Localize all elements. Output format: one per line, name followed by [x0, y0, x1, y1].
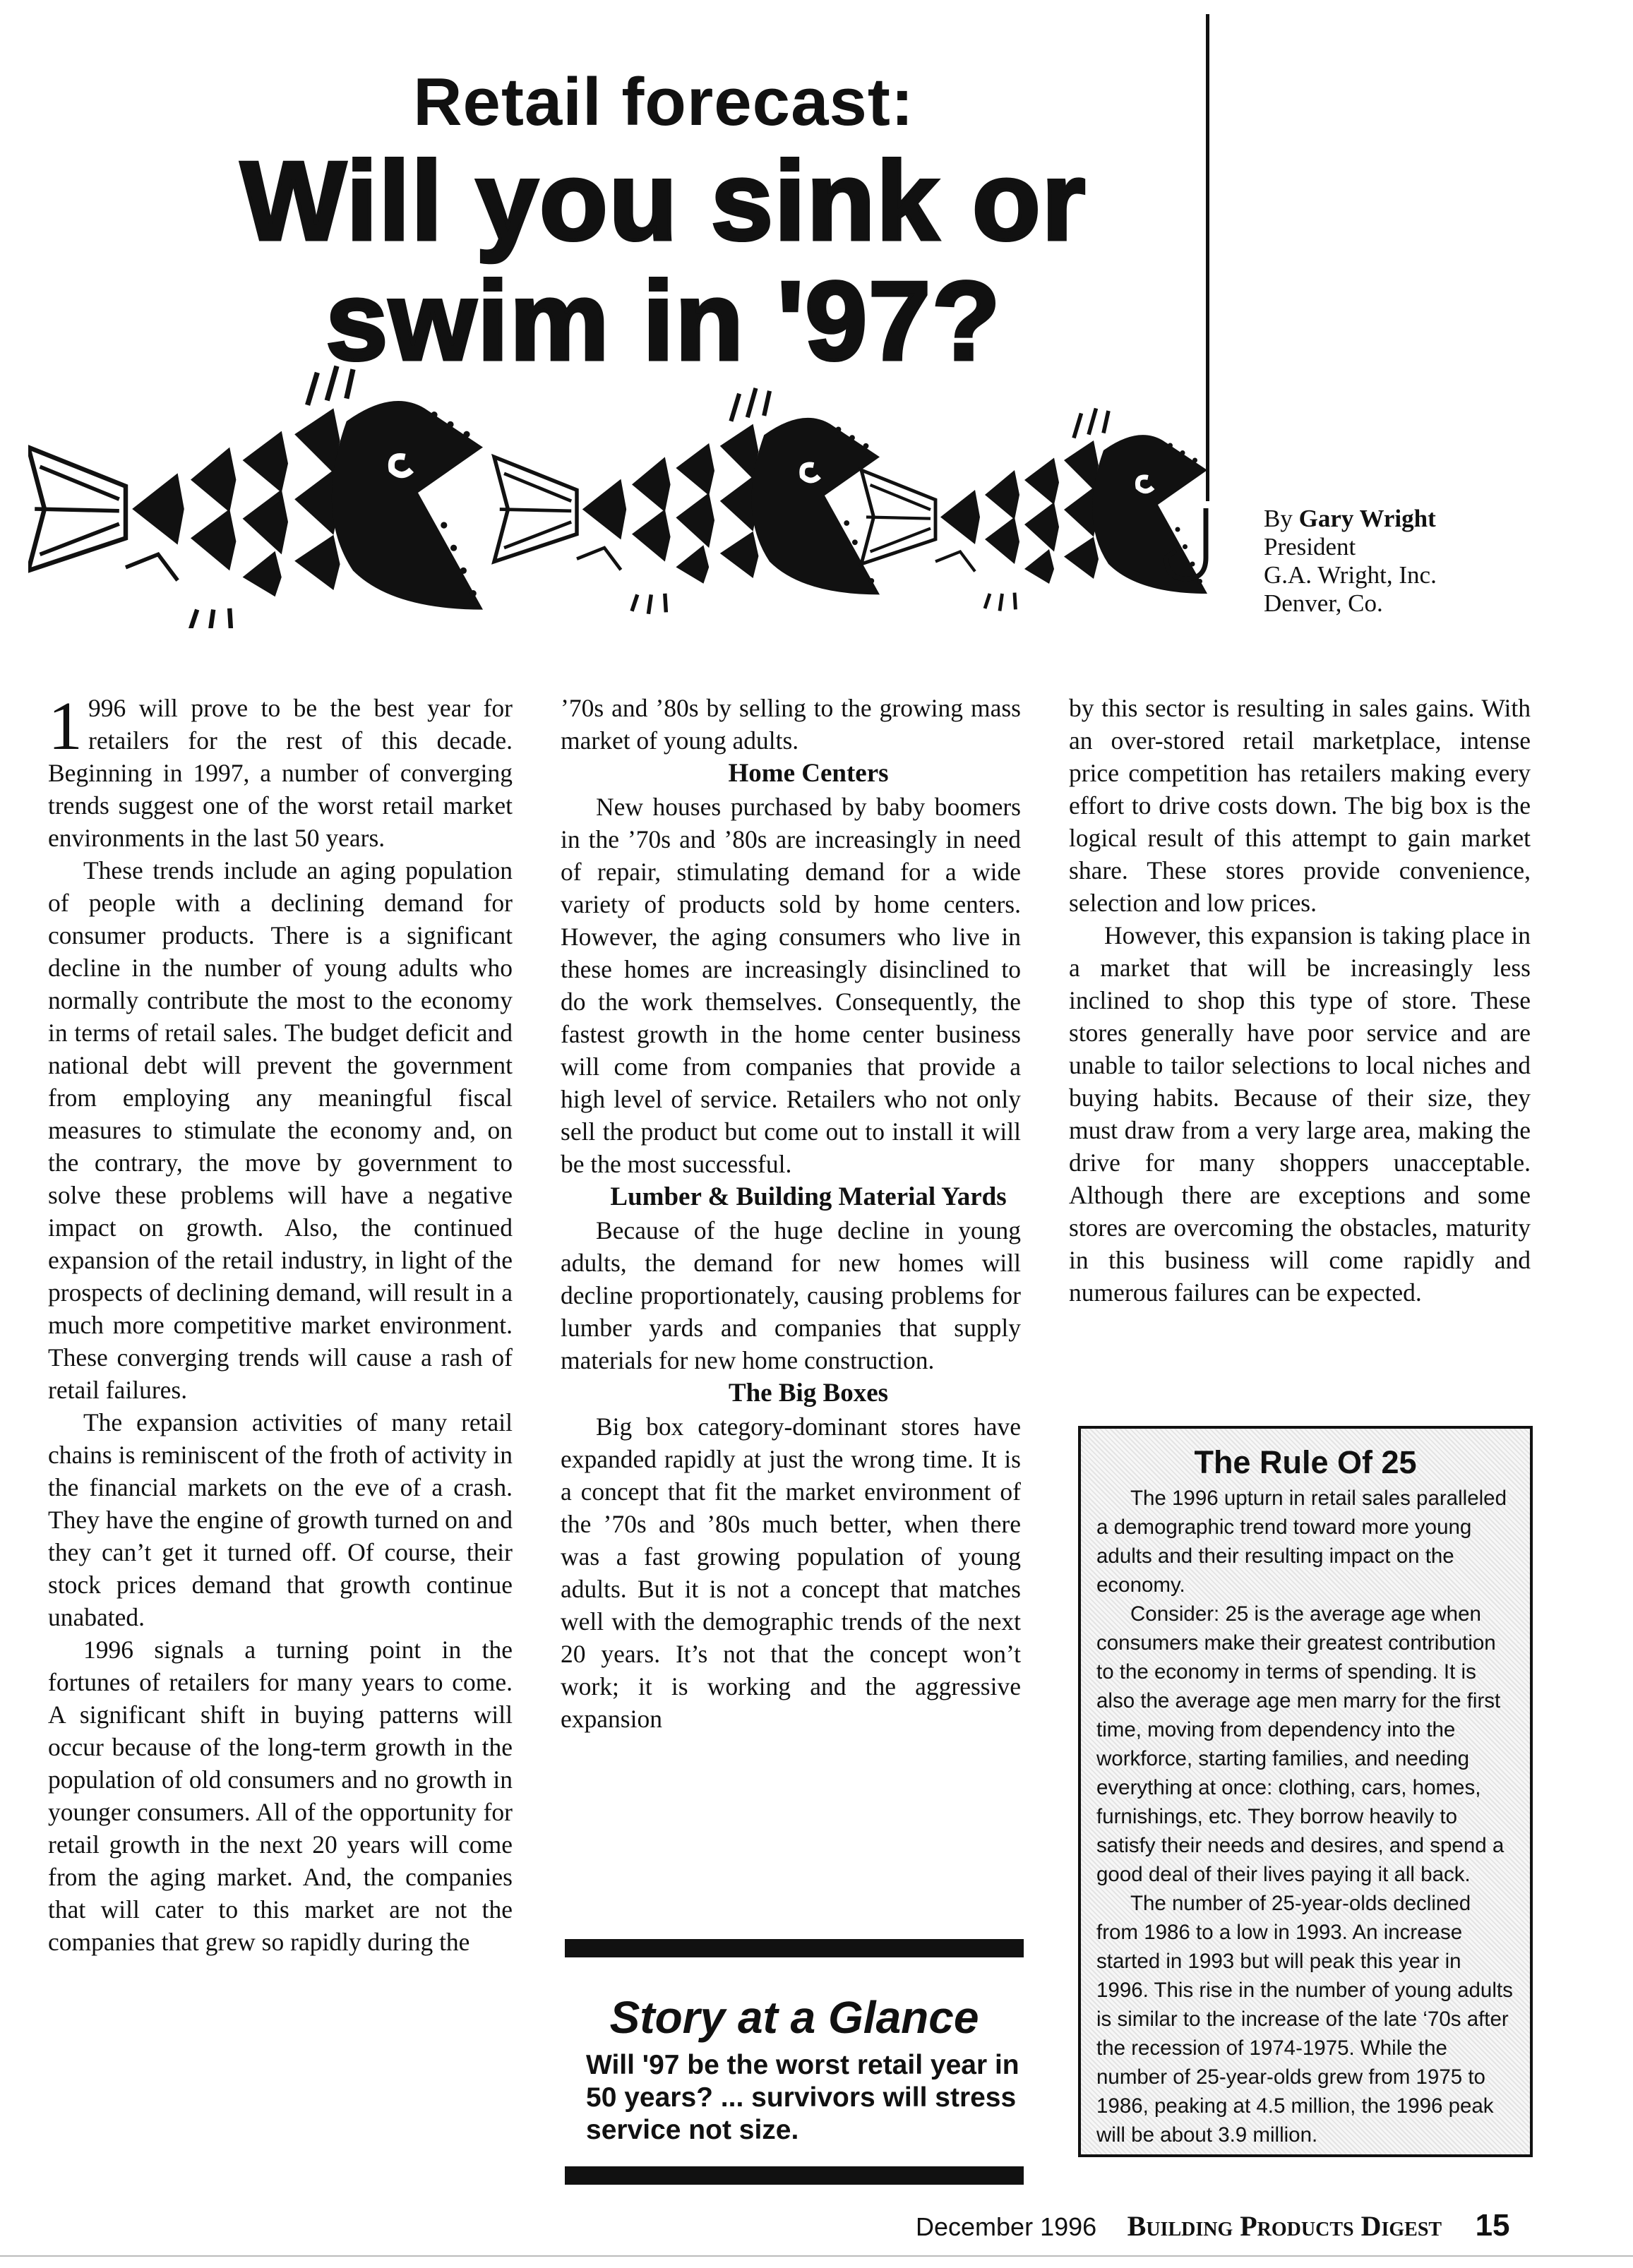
paragraph: The expansion activities of many retail chains is reminiscent of the froth of activity in the financial markets on the eve of a crash. They have the engine of growth turned on and they can’t get it turned off. Of course, their stock prices demand that growth continue unabated. [48, 1408, 513, 1631]
paragraph: Big box category-dominant stores have expanded rapidly at just the wrong time. It is a concept that fit the market environment of the ’70s and ’80s much better, when there was a fast growing population of young adults. But it is not a concept that matches well with the demographic trends of the next 20 years. It’s not that the concept won’t work; it is working and the aggressive expansion [561, 1412, 1021, 1733]
byline-prefix: By [1264, 505, 1299, 532]
paragraph: by this sector is resulting in sales gains. With an over-stored retail marketplace, intense price competition has retailers making every effort to drive costs down. The big box is the logical result of this attempt to gain market share. These stores provide convenience, selection and low prices. [1069, 694, 1531, 917]
author-name: Gary Wright [1298, 505, 1436, 532]
title-headline-line1: Will you sink or [240, 139, 1087, 263]
paragraph: These trends include an aging population of people with a declining demand for consumer products. There is a significant decline in the number of young adults who normally contribute the most to the economy in terms of retail sales. The budget deficit and national debt will prevent the government from employing any meaningful fiscal measures to stimulate the economy and, on the contrary, the move by government to solve these problems will have a negative impact on growth. Also, the continued expansion of the retail industry, in light of the prospects of declining demand, will result in a much more competitive market environment. These converging trends will cause a rash of retail failures. [48, 856, 513, 1404]
paragraph [48, 688, 513, 854]
paragraph: However, this expansion is taking place in a market that will be increasingly less inclined to shop this type of store. These stores generally have poor service and are unable to tailor selections to local niches and buying habits. Because of their size, they must draw from a very large area, making the drive for many shoppers unacceptable. Although there are exceptions and some stores are overcoming the obstacles, maturity in this business will come rapidly and numerous failures can be expected. [1069, 921, 1531, 1307]
title-kicker: Retail forecast: [413, 64, 914, 140]
sidebar-paragraph: Consider: 25 is the average age when consumers make their greatest contribution to the economy in terms of spending. It is also the average age men marry for the first time, moving from dependency into the workforce, starting families, and needing everything at once: clothing, cars, homes, furnishings, etc. They borrow heavily to satisfy their needs and desires, and spend a good deal of their lives paying it all back. [1096, 1602, 1505, 1886]
author-role: President [1264, 533, 1356, 560]
author-company: G.A. Wright, Inc. [1264, 561, 1437, 589]
subheading-home-centers: Home Centers [728, 759, 889, 788]
paragraph: New houses purchased by baby boomers in the ’70s and ’80s are increasingly in need of repair, stimulating demand for a wide variety of products sold by home centers. However, the aging consumers who live in these homes are increasingly disinclined to do the work themselves. Consequently, the fastest growth in the home center business will come from companies that provide a high level of service. Retailers who not only sell the product but come out to install it will be the most successful. [561, 793, 1021, 1178]
sidebar-paragraph: The number of 25-year-olds declined from 1986 to a low in 1993. An increase started in 1993 but will peak this year in 1996. This rise in the number of young adults is similar to the increase of the late ‘70s after the recession of 1974-1975. While the number of 25-year-olds grew from 1975 to 1986, peaking at 4.5 million, the 1996 peak will be about 3.9 million. [1096, 1892, 1513, 2147]
drop-cap: 1 [48, 688, 83, 764]
fish-chain-icon [28, 346, 1243, 628]
footer-rule [0, 2255, 1633, 2257]
article-column-3 [1069, 692, 1531, 1309]
magazine-name: Building Products Digest [1127, 2210, 1442, 2242]
byline [1264, 505, 1437, 618]
glance-text: Will '97 be the worst retail year in 50 years? ... survivors will stress service not size. [586, 2050, 1019, 2145]
subheading-lumber-yards: Lumber & Building Material Yards [610, 1182, 1007, 1211]
sidebar-paragraph: The 1996 upturn in retail sales paralleled a demographic trend toward more young adults and their resulting impact on the economy. [1096, 1487, 1507, 1597]
author-location: Denver, Co. [1264, 589, 1383, 617]
article-column-2 [561, 692, 1021, 1735]
paragraph: ’70s and ’80s by selling to the growing mass market of young adults. [561, 694, 1021, 755]
glance-title: Story at a Glance [609, 1992, 979, 2043]
divider-bar [565, 1939, 1024, 1957]
sidebar-body [1081, 1484, 1530, 2149]
paragraph-text: 996 will prove to be the best year for retailers for the rest of this decade. Beginning in 1997, a number of converging trends suggest one of the worst retail market environments in the last 50 years. [48, 694, 513, 852]
article-title [155, 64, 1172, 381]
paragraph: 1996 signals a turning point in the fortunes of retailers for many years to come. A significant shift in buying patterns will occur because of the long-term growth in the population of old consumers and no growth in younger consumers. All of the opportunity for retail growth in the next 20 years will come from the aging market. And, the companies that will cater to this market are not the companies that grew so rapidly during the [48, 1636, 513, 1956]
issue-date: December 1996 [916, 2212, 1097, 2241]
sidebar-title: The Rule Of 25 [1194, 1444, 1417, 1480]
divider-bar [565, 2166, 1024, 2185]
story-at-a-glance [565, 1939, 1024, 2197]
page-number: 15 [1475, 2208, 1510, 2243]
article-column-1 [48, 688, 513, 1958]
page-footer [916, 2208, 1510, 2245]
subheading-big-boxes: The Big Boxes [728, 1379, 889, 1408]
title-headline-line2: swim in '97? [325, 259, 1002, 383]
sidebar-rule-of-25 [1078, 1426, 1533, 2157]
paragraph: Because of the huge decline in young adults, the demand for new homes will decline proportionately, causing problems for lumber yards and companies that supply materials for new home construction. [561, 1216, 1021, 1374]
